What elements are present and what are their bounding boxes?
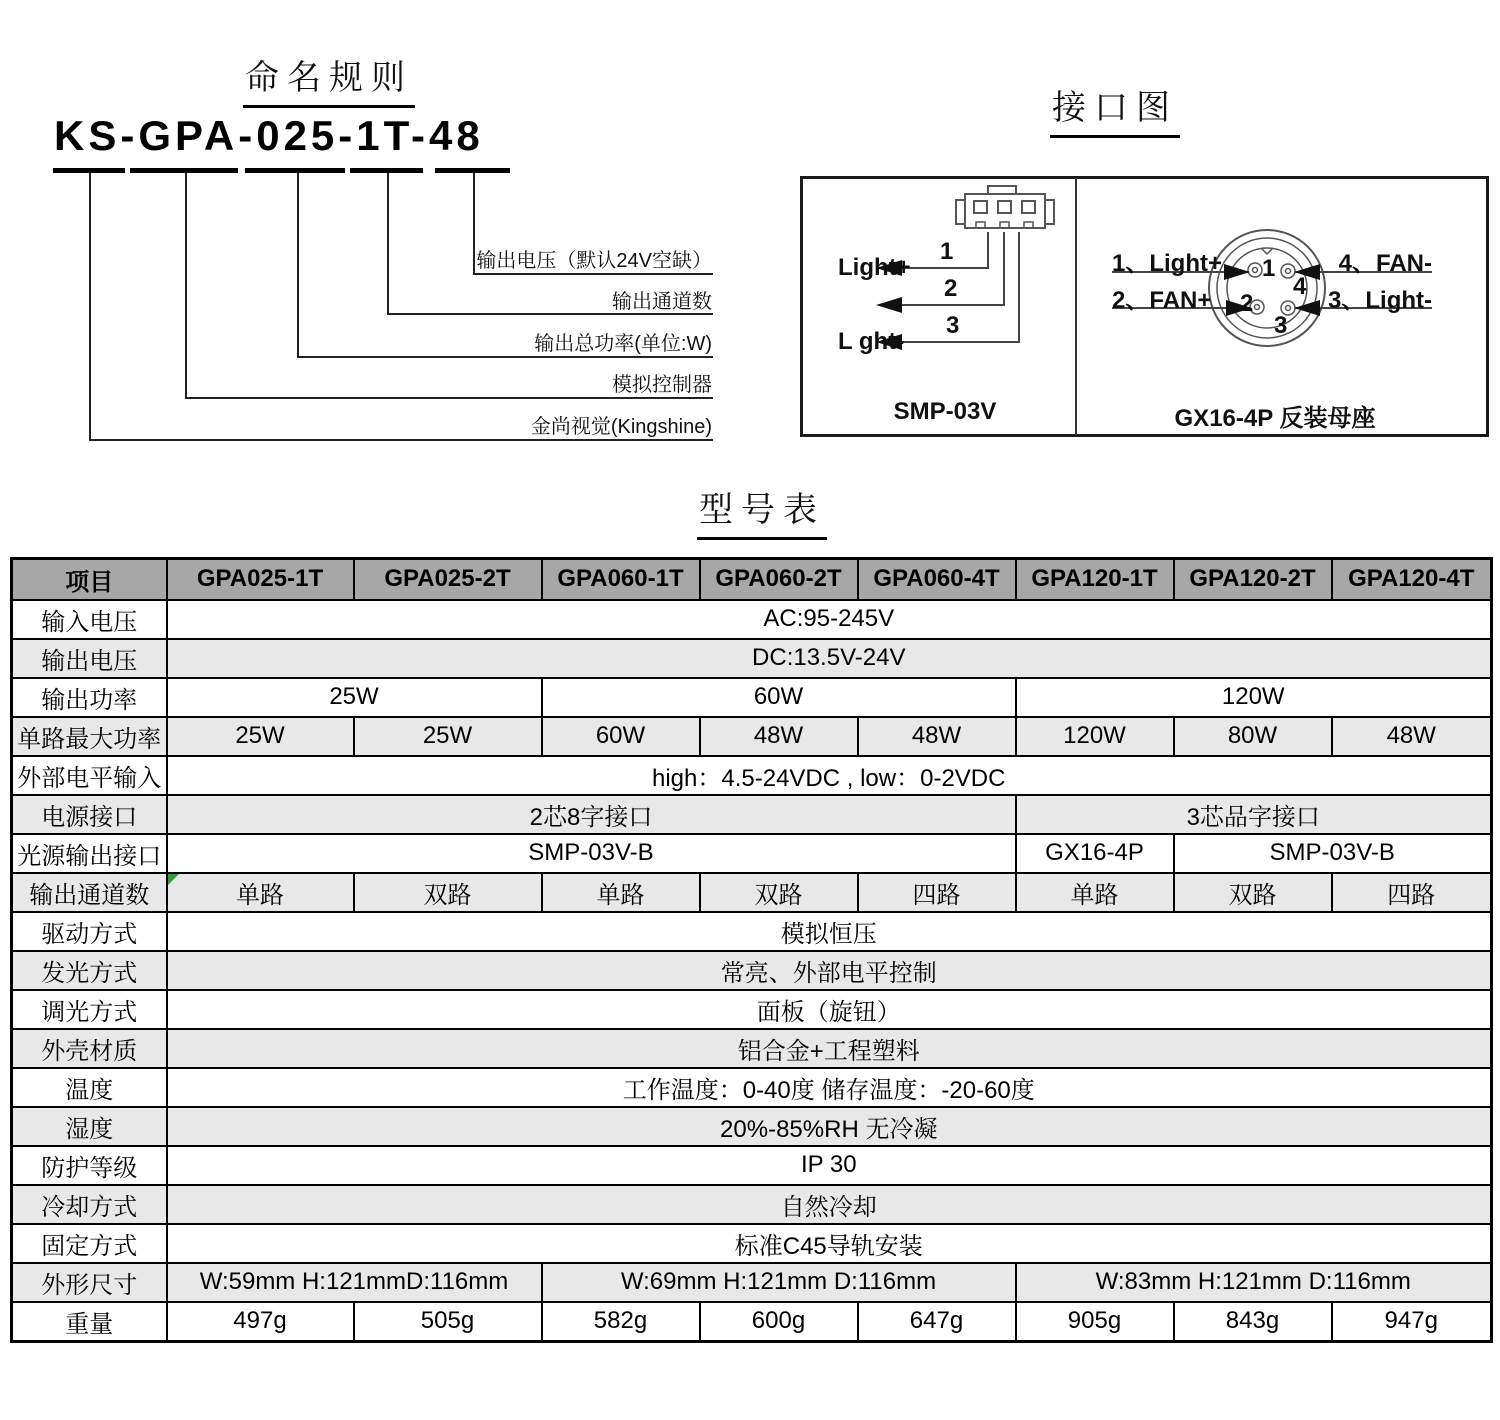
connector-line-025 [297, 173, 299, 358]
leader-line-ks [89, 439, 713, 441]
smp-wire-pin2-vertical [1003, 232, 1005, 306]
spec-value-cell: 单路 [1016, 873, 1174, 912]
gx16-caption: GX16-4P 反装母座 [1174, 405, 1376, 432]
spec-value-cell: 80W [1174, 717, 1332, 756]
model-code-text: KS-GPA-025-1T-48 [54, 112, 484, 159]
segment-label-output-voltage: 输出电压（默认24V空缺） [476, 250, 712, 272]
spec-value-cell: 四路 [858, 873, 1016, 912]
leader-line-gpa [185, 397, 713, 399]
segment-label-analog-controller: 模拟控制器 [612, 374, 712, 396]
leader-line-48 [473, 273, 713, 275]
spec-value-cell: 25W [167, 717, 354, 756]
connector-line-48 [473, 173, 475, 275]
smp-pin3-number: 3 [946, 312, 960, 339]
spec-value-cell: 582g [542, 1302, 700, 1342]
column-header-item: 项目 [12, 559, 167, 600]
table-row-housing-material [12, 1029, 1492, 1068]
spec-value-cell: 48W [858, 717, 1016, 756]
model-spec-table-container [10, 557, 1490, 1343]
smp-wire-pin2-horizontal [900, 304, 1005, 306]
gx16-label-fan-minus: 4、FAN- [1338, 250, 1432, 277]
row-label: 输出功率 [12, 678, 167, 717]
column-header-gpa025-1t: GPA025-1T [167, 559, 354, 600]
spec-value-cell: 铝合金+工程塑料 [167, 1029, 1492, 1068]
table-row-humidity [12, 1107, 1492, 1146]
spec-value-cell: 600g [700, 1302, 858, 1342]
segment-underline-025 [245, 168, 345, 173]
table-row-external-level-input [12, 756, 1492, 795]
spec-value-cell: GX16-4P [1016, 834, 1174, 873]
table-row-max-channel-power [12, 717, 1492, 756]
model-table-title: 型号表 [697, 482, 827, 540]
spec-value-cell: 3芯品字接口 [1016, 795, 1492, 834]
spec-value-cell: high：4.5-24VDC , low：0-2VDC [167, 756, 1492, 795]
spec-value-cell: 947g [1332, 1302, 1492, 1342]
gx16-arrow-pin1-icon [1224, 264, 1250, 280]
smp-caption: SMP-03V [893, 398, 997, 425]
smp-wire-pin3-vertical [1018, 232, 1020, 343]
table-row-drive-mode [12, 912, 1492, 951]
spec-value-cell: 自然冷却 [167, 1185, 1492, 1224]
row-label: 单路最大功率 [12, 717, 167, 756]
row-label: 发光方式 [12, 951, 167, 990]
segment-label-total-power: 输出总功率(单位:W) [534, 333, 712, 355]
table-row-dimming-mode [12, 990, 1492, 1029]
gx16-pin1-number: 1 [1262, 255, 1276, 282]
segment-label-brand: 金尚视觉(Kingshine) [530, 416, 712, 438]
connector-line-gpa [185, 173, 187, 399]
row-label: 固定方式 [12, 1224, 167, 1263]
spec-value-cell: 505g [354, 1302, 542, 1342]
spec-value-cell: 25W [167, 678, 542, 717]
column-header-gpa120-1t: GPA120-1T [1016, 559, 1174, 600]
row-label: 驱动方式 [12, 912, 167, 951]
row-label: 温度 [12, 1068, 167, 1107]
column-header-gpa060-1t: GPA060-1T [542, 559, 700, 600]
interface-panel-divider [1075, 178, 1077, 435]
spec-value-cell: 25W [354, 717, 542, 756]
table-row-output-channels [12, 873, 1492, 912]
spec-value-cell: 60W [542, 717, 700, 756]
smp-connector-drawing [950, 182, 1060, 234]
smp-pin2-number: 2 [944, 275, 958, 302]
spec-value-cell: 48W [1332, 717, 1492, 756]
gx16-pin3-number: 3 [1274, 312, 1288, 339]
row-label: 重量 [12, 1302, 167, 1342]
column-header-gpa060-4t: GPA060-4T [858, 559, 1016, 600]
spec-value-text: 单路 [236, 881, 284, 909]
spec-value-cell: AC:95-245V [167, 600, 1492, 639]
table-row-temperature [12, 1068, 1492, 1107]
gx16-label-fan-plus: 2、FAN+ [1112, 287, 1212, 314]
segment-underline-gpa [130, 168, 238, 173]
segment-label-channel-count: 输出通道数 [612, 291, 712, 313]
connector-line-1t [387, 173, 389, 315]
column-header-gpa060-2t: GPA060-2T [700, 559, 858, 600]
gx16-label-light-plus: 1、Light+ [1112, 250, 1223, 277]
gx16-pin2-number: 2 [1240, 290, 1254, 317]
spec-value-cell: 48W [700, 717, 858, 756]
table-row-mounting-method [12, 1224, 1492, 1263]
row-label: 输出电压 [12, 639, 167, 678]
spec-value-cell: 120W [1016, 678, 1492, 717]
smp-wire-pin1-vertical [987, 232, 989, 269]
row-label: 防护等级 [12, 1146, 167, 1185]
table-row-protection-rating [12, 1146, 1492, 1185]
naming-rules-title: 命名规则 [243, 50, 415, 108]
table-header-row [12, 559, 1492, 600]
table-row-output-voltage [12, 639, 1492, 678]
row-label: 外形尺寸 [12, 1263, 167, 1302]
gx16-pin4-number: 4 [1293, 273, 1307, 300]
spec-value-cell: 双路 [354, 873, 542, 912]
spec-value-cell: 647g [858, 1302, 1016, 1342]
spec-value-cell: IP 30 [167, 1146, 1492, 1185]
row-label: 光源输出接口 [12, 834, 167, 873]
table-row-dimensions [12, 1263, 1492, 1302]
interface-diagram-title: 接口图 [1050, 80, 1180, 138]
gx16-label-light-minus: 3、Light- [1328, 287, 1432, 314]
spec-value-cell: 面板（旋钮） [167, 990, 1492, 1029]
column-header-gpa120-2t: GPA120-2T [1174, 559, 1332, 600]
model-spec-table [10, 557, 1493, 1343]
spec-value-cell: 单路 [542, 873, 700, 912]
row-label: 外壳材质 [12, 1029, 167, 1068]
table-row-output-power [12, 678, 1492, 717]
spec-value-cell: 双路 [1174, 873, 1332, 912]
smp-pin3-label: L ght- [838, 328, 905, 355]
row-label: 冷却方式 [12, 1185, 167, 1224]
spec-value-cell: 60W [542, 678, 1016, 717]
table-row-weight [12, 1302, 1492, 1342]
leader-line-025 [297, 356, 713, 358]
smp-pin1-number: 1 [940, 238, 954, 265]
spec-value-cell: 模拟恒压 [167, 912, 1492, 951]
row-label: 输入电压 [12, 600, 167, 639]
spec-value-cell [167, 873, 354, 912]
smp-pin1-label: Light+ [838, 254, 911, 281]
spec-value-cell: 常亮、外部电平控制 [167, 951, 1492, 990]
column-header-gpa120-4t: GPA120-4T [1332, 559, 1492, 600]
spec-value-cell: 2芯8字接口 [167, 795, 1016, 834]
smp-arrow-pin2-icon [876, 297, 902, 313]
column-header-gpa025-2t: GPA025-2T [354, 559, 542, 600]
spec-value-cell: W:69mm H:121mm D:116mm [542, 1263, 1016, 1302]
spec-value-cell: 905g [1016, 1302, 1174, 1342]
row-label: 输出通道数 [12, 873, 167, 912]
cell-corner-marker [168, 874, 179, 885]
gx16-arrow-pin3-icon [1294, 300, 1320, 316]
spec-value-cell: 工作温度：0-40度 储存温度：-20-60度 [167, 1068, 1492, 1107]
table-row-lighting-mode [12, 951, 1492, 990]
spec-value-cell: 120W [1016, 717, 1174, 756]
table-row-cooling-method [12, 1185, 1492, 1224]
smp-wire-pin1-horizontal [900, 267, 989, 269]
gx16-connector-drawing [1206, 227, 1328, 349]
table-row-power-connector [12, 795, 1492, 834]
row-label: 湿度 [12, 1107, 167, 1146]
spec-value-cell: SMP-03V-B [167, 834, 1016, 873]
spec-value-cell: 双路 [700, 873, 858, 912]
connector-line-ks [89, 173, 91, 441]
spec-value-cell: 四路 [1332, 873, 1492, 912]
spec-value-cell: 标准C45导轨安装 [167, 1224, 1492, 1263]
smp-wire-pin3-horizontal [900, 341, 1020, 343]
table-row-light-output-connector [12, 834, 1492, 873]
row-label: 电源接口 [12, 795, 167, 834]
spec-value-cell: DC:13.5V-24V [167, 639, 1492, 678]
row-label: 调光方式 [12, 990, 167, 1029]
spec-value-cell: SMP-03V-B [1174, 834, 1492, 873]
spec-value-cell: 497g [167, 1302, 354, 1342]
spec-value-cell: 20%-85%RH 无冷凝 [167, 1107, 1492, 1146]
table-row-input-voltage [12, 600, 1492, 639]
spec-value-cell: W:83mm H:121mm D:116mm [1016, 1263, 1492, 1302]
spec-value-cell: 843g [1174, 1302, 1332, 1342]
spec-value-cell: W:59mm H:121mmD:116mm [167, 1263, 542, 1302]
row-label: 外部电平输入 [12, 756, 167, 795]
